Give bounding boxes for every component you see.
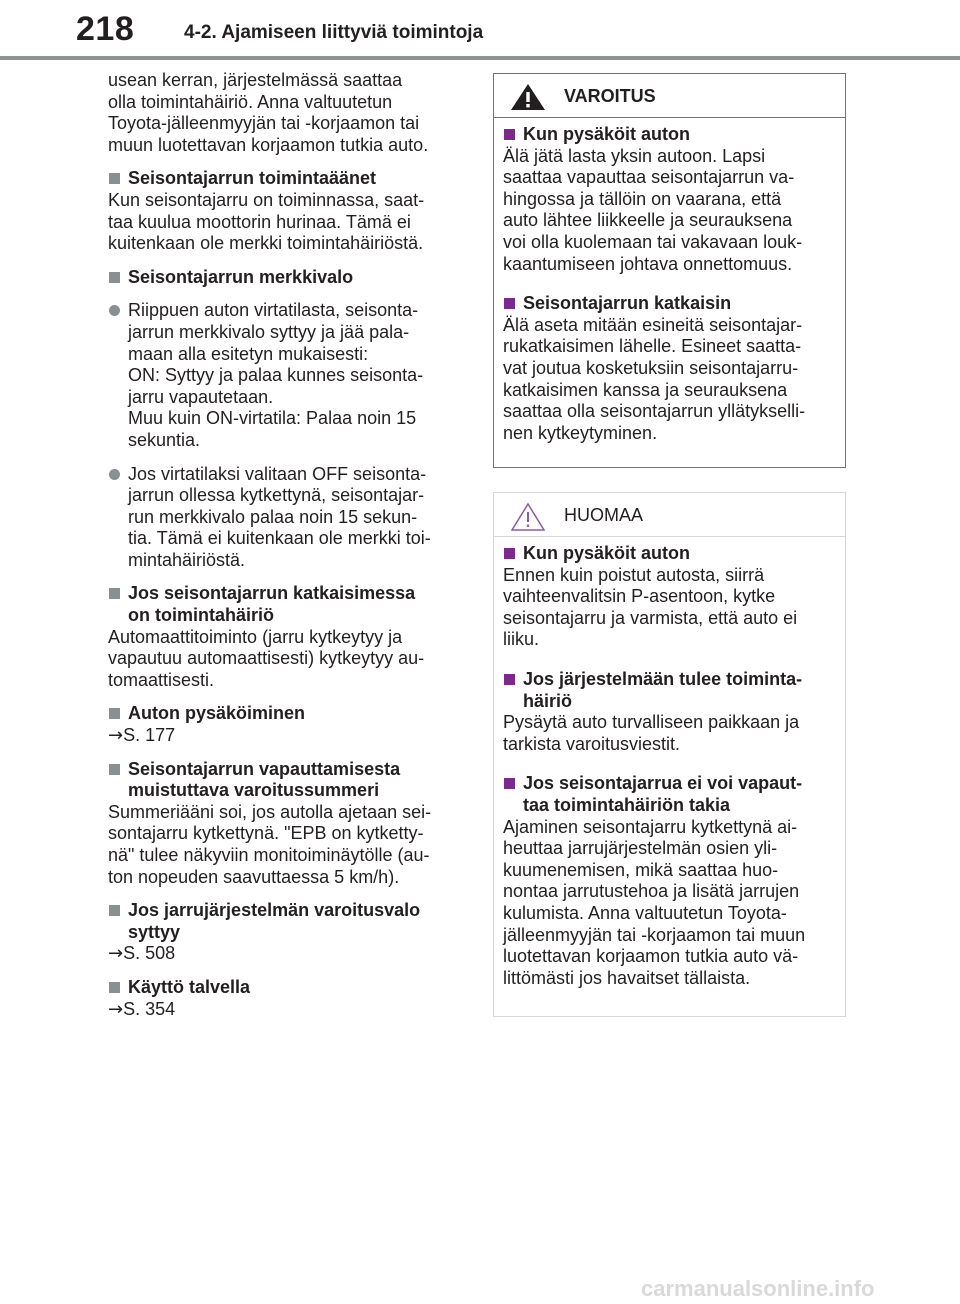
section-heading: Jos seisontajarrun katkaisimessa on toimintahäiriö xyxy=(108,583,470,626)
notice-text: Ajaminen seisontajarru kytkettynä ai- heuttaa jarrujärjestelmän osien yli- kuumenemisen, mikä saattaa huo- nontaa jarrutustehoa ja lisätä jarrujen kulumista. Anna valtuutetun Toyota- jälleenmyyjän tai -korjaamon tai muun luotettavan korjaamon tutkia auto vä- littömästi jos havaitset tällaista. xyxy=(503,816,806,988)
notice-text: Ennen kuin poistut autosta, siirrä vaihteenvalitsin P-asentoon, kytke seisontajarru ja varmista, että auto ei liiku. xyxy=(503,564,798,650)
square-bullet-icon xyxy=(109,905,120,916)
arrow-right-icon: → xyxy=(108,725,124,747)
section-heading: Seisontajarrun vapauttamisesta muistuttava varoitussummeri xyxy=(108,759,470,802)
square-bullet-icon xyxy=(504,674,515,685)
section-text: Automaattitoiminto (jarru kytkeytyy ja vapautuu automaattisesti) kytkeytyy au- tomaattisesti. xyxy=(108,626,425,690)
section-heading: Seisontajarrun toimintaäänet xyxy=(108,168,470,190)
arrow-right-icon: → xyxy=(108,943,124,965)
bullet-item: Riippuen auton virtatilasta, seisonta- jarrun merkkivalo syttyy ja jää pala- maan alla esitetyn mukaisesti: ON: Syttyy ja palaa kunnes seisonta- jarru vapautetaan. Muu kuin ON-virtatila: Palaa noin 15 sekuntia. xyxy=(108,300,470,451)
warning-box xyxy=(493,73,846,468)
warning-triangle-icon xyxy=(510,83,546,111)
square-bullet-icon xyxy=(109,173,120,184)
warning-title-bar xyxy=(494,74,845,118)
page-number: 218 xyxy=(76,10,135,48)
notice-title-bar xyxy=(494,493,845,537)
header-rule xyxy=(0,56,960,60)
section-heading: Käyttö talvella xyxy=(108,977,470,999)
caution-triangle-icon xyxy=(510,502,546,532)
warning-heading: Kun pysäköit auton xyxy=(503,124,836,146)
page-reference[interactable]: →S. 354 xyxy=(108,998,176,1020)
warning-text: Älä aseta mitään esineitä seisontajar- rukatkaisimen lähelle. Esineet saatta- vat joutua kosketuksiin seisontajarru- katkaisimen kanssa ja seurauksena saattaa olla seisontajarrun yllätykselli- nen kytkeytyminen. xyxy=(503,314,806,443)
arrow-right-icon: → xyxy=(108,998,124,1020)
warning-text: Älä jätä lasta yksin autoon. Lapsi saattaa vapauttaa seisontajarrun va- hingossa ja tällöin on vaarana, että auto lähtee liikkeelle ja seurauksena voi olla kuolemaan tai vakavaan louk- kaantumiseen johtava onnettomuus. xyxy=(503,145,803,274)
section-text: Kun seisontajarru on toiminnassa, saat- taa kuulua moottorin hurinaa. Tämä ei kuitenkaan ole merkki toimintahäiriöstä. xyxy=(108,189,425,254)
section-text: Summeriääni soi, jos autolla ajetaan sei- sontajarru kytkettynä. "EPB on kytketty- nä" tulee näkyviin monitoiminäytölle (au- ton nopeuden saavuttaessa 5 km/h). xyxy=(108,801,432,887)
square-bullet-icon xyxy=(504,778,515,789)
square-bullet-icon xyxy=(504,548,515,559)
section-heading: Seisontajarrun merkkivalo xyxy=(108,267,470,289)
notice-heading: Jos seisontajarrua ei voi vapaut- taa toimintahäiriön takia xyxy=(503,773,836,816)
square-bullet-icon xyxy=(109,764,120,775)
square-bullet-icon xyxy=(109,272,120,283)
warning-heading: Seisontajarrun katkaisin xyxy=(503,293,836,315)
section-heading: Auton pysäköiminen xyxy=(108,703,470,725)
left-column xyxy=(108,70,470,1020)
square-bullet-icon xyxy=(109,982,120,993)
intro-text: usean kerran, järjestelmässä saattaa olla toimintahäiriö. Anna valtuutetun Toyota-jälleenmyyjän tai -korjaamon tai muun luotettavan korjaamon tutkia auto. xyxy=(108,70,429,155)
round-bullet-icon xyxy=(109,469,120,480)
notice-heading: Jos järjestelmään tulee toiminta- häiriö xyxy=(503,669,836,712)
page-header xyxy=(0,0,960,60)
square-bullet-icon xyxy=(504,298,515,309)
notice-title: HUOMAA xyxy=(564,505,644,525)
bullet-item: Jos virtatilaksi valitaan OFF seisonta- jarrun ollessa kytkettynä, seisontajar- run merkkivalo palaa noin 15 sekun- tia. Tämä ei kuitenkaan ole merkki toi- mintahäiriöstä. xyxy=(108,464,470,572)
notice-box xyxy=(493,492,846,1017)
square-bullet-icon xyxy=(109,708,120,719)
section-heading: Jos jarrujärjestelmän varoitusvalo syttyy xyxy=(108,900,470,943)
page-reference[interactable]: →S. 177 xyxy=(108,725,176,747)
watermark: carmanualsonline.info xyxy=(641,1276,875,1301)
square-bullet-icon xyxy=(109,588,120,599)
notice-text: Pysäytä auto turvalliseen paikkaan ja tarkista varoitusviestit. xyxy=(503,712,800,754)
warning-title: VAROITUS xyxy=(564,86,656,106)
chapter-title: 4-2. Ajamiseen liittyviä toimintoja xyxy=(184,22,484,43)
round-bullet-icon xyxy=(109,305,120,316)
notice-heading: Kun pysäköit auton xyxy=(503,543,836,565)
page-reference[interactable]: →S. 508 xyxy=(108,943,176,965)
square-bullet-icon xyxy=(504,129,515,140)
